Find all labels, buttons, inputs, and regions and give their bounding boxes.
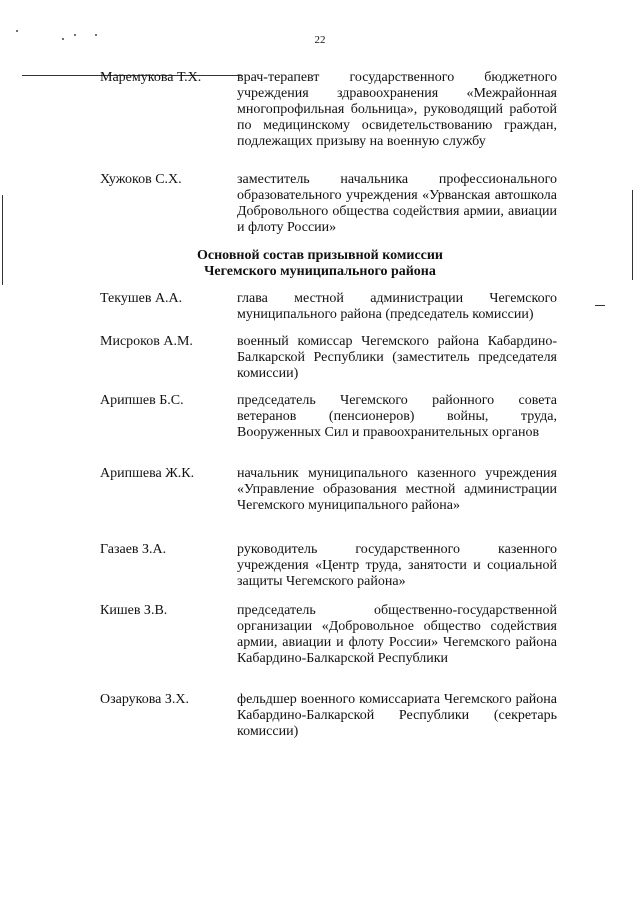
member-name: Маремукова Т.Х. — [100, 70, 202, 85]
member-description: руководитель государственного казенного учреждения «Центр труда, занятости и социальной защиты Чегемского района» — [237, 542, 557, 589]
page-number: 22 — [314, 34, 326, 46]
member-name: Мисроков А.М. — [100, 334, 193, 349]
scan-speck — [16, 30, 18, 32]
section-heading-line1: Основной состав призывной комиссии — [197, 248, 443, 263]
section-heading — [0, 248, 640, 280]
member-description: врач-терапевт государственного бюджетного учреждения здравоохранения «Межрайонная многопрофильная больница», руководящий работой по медицинскому освидетельствованию граждан, подлежащих призыву на военную службу — [237, 70, 557, 149]
member-description: председатель Чегемского районного совета ветеранов (пенсионеров) войны, труда, Вооруженных Сил и правоохранительных органов — [237, 393, 557, 440]
member-description: фельдшер военного комиссариата Чегемского района Кабардино-Балкарской Республики (секретарь комиссии) — [237, 692, 557, 739]
member-description: военный комиссар Чегемского района Кабардино-Балкарской Республики (заместитель председателя комиссии) — [237, 334, 557, 381]
member-name: Арипшева Ж.К. — [100, 466, 195, 481]
member-description: заместитель начальника профессионального образовательного учреждения «Урванская автошкола Добровольного общества содействия армии, авиации и флоту России» — [237, 172, 557, 235]
member-name: Текушев А.А. — [100, 291, 183, 306]
member-name: Кишев З.В. — [100, 603, 168, 618]
member-description: глава местной администрации Чегемского муниципального района (председатель комиссии) — [237, 291, 557, 322]
member-name: Арипшев Б.С. — [100, 393, 184, 408]
section-heading-line2: Чегемского муниципального района — [204, 264, 436, 279]
member-name: Озарукова З.Х. — [100, 692, 190, 707]
member-description: председатель общественно-государственной организации «Добровольное общество содействия армии, авиации и флоту России» Чегемского района Кабардино-Балкарской Республики — [237, 603, 557, 666]
member-name: Газаев З.А. — [100, 542, 167, 557]
scan-edge-mark — [595, 305, 605, 306]
member-description: начальник муниципального казенного учреждения «Управление образования местной администрации Чегемского муниципального района» — [237, 466, 557, 513]
member-name: Хужоков С.Х. — [100, 172, 182, 187]
